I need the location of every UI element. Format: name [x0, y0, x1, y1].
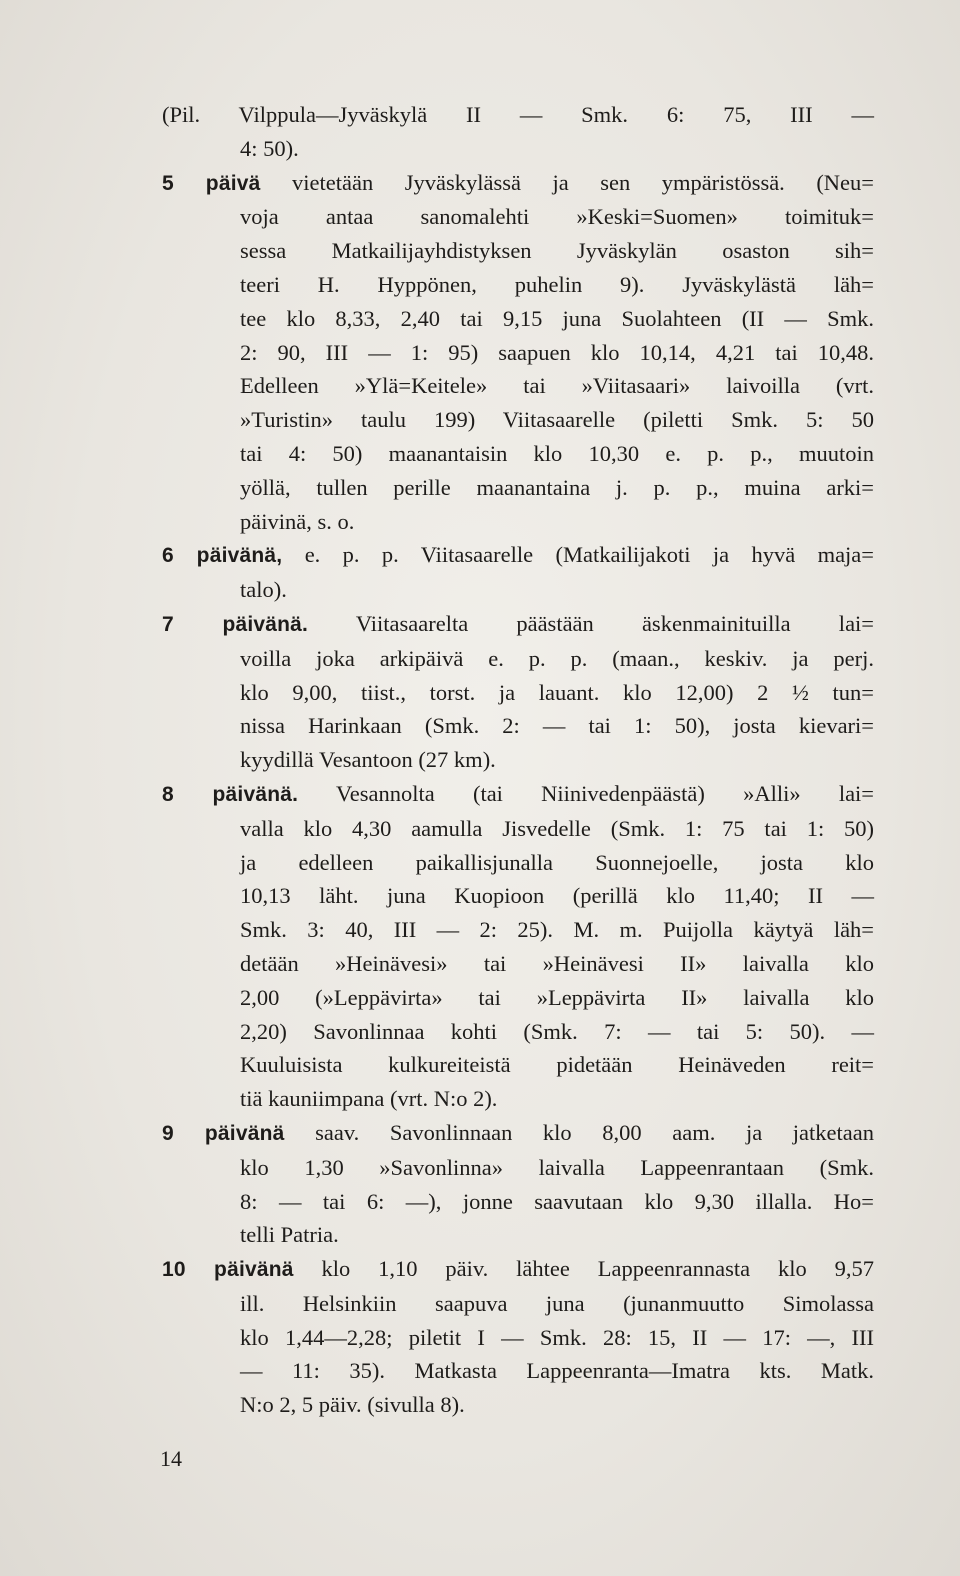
text-line: kyydillä Vesantoon (27 km). [240, 747, 496, 773]
text-line: 4: 50). [240, 135, 299, 161]
day-10-paragraph [162, 1252, 874, 1422]
day-heading: 6 päivänä, [162, 544, 283, 568]
text-line: teeri H. Hyppönen, puhelin 9). Jyväskylästä läh= [240, 271, 874, 297]
text-line: Smk. 3: 40, III — 2: 25). M. m. Puijolla käytyä läh= [240, 917, 874, 943]
text-line: klo 1,44—2,28; piletit I — Smk. 28: 15, II — 17: —, III [240, 1324, 874, 1350]
day-heading: 8 päivänä. [162, 782, 299, 806]
day-5-paragraph [162, 166, 874, 539]
day-heading: 5 päivä [162, 171, 261, 195]
text-line: klo 9,00, tiist., torst. ja lauant. klo 12,00) 2 ½ tun= [240, 679, 874, 705]
text-line: saav. Savonlinnaan klo 8,00 aam. ja jatketaan [284, 1119, 874, 1145]
text-line: 10,13 läht. juna Kuopioon (perillä klo 11,40; II — [240, 883, 874, 909]
text-line: detään »Heinävesi» tai »Heinävesi II» laivalla klo [240, 950, 874, 976]
text-line: klo 1,10 päiv. lähtee Lappeenrannasta klo 9,57 [293, 1256, 875, 1282]
text-line: telli Patria. [240, 1222, 339, 1248]
day-6-paragraph [162, 538, 874, 607]
text-line: 2,00 (»Leppävirta» tai »Leppävirta II» laivalla klo [240, 984, 874, 1010]
text-line: sessa Matkailijayhdistyksen Jyväskylän osaston sih= [240, 238, 874, 264]
text-line: Vesannolta (tai Niinivedenpäästä) »Alli» lai= [298, 780, 874, 806]
text-line: päivinä, s. o. [240, 508, 355, 534]
text-line: klo 1,30 »Savonlinna» laivalla Lappeenrantaan (Smk. [240, 1154, 874, 1180]
text-line: yöllä, tullen perille maanantaina j. p. p., muina arki= [240, 474, 874, 500]
text-line: vietetään Jyväskylässä ja sen ympäristössä. (Neu= [260, 169, 874, 195]
text-line: tiä kauniimpana (vrt. N:o 2). [240, 1086, 498, 1112]
intro-paragraph [162, 98, 874, 166]
page-number: 14 [160, 1446, 182, 1471]
day-7-paragraph [162, 607, 874, 777]
day-8-paragraph [162, 777, 874, 1116]
text-line: Edelleen »Ylä=Keitele» tai »Viitasaari» laivoilla (vrt. [240, 373, 874, 399]
itinerary-text [162, 98, 874, 1422]
text-line: voilla joka arkipäivä e. p. p. (maan., keskiv. ja perj. [240, 645, 874, 671]
text-line: tai 4: 50) maanantaisin klo 10,30 e. p. p., muutoin [240, 440, 874, 466]
day-heading: 9 päivänä [162, 1121, 285, 1145]
text-line: voja antaa sanomalehti »Keski=Suomen» toimituk= [240, 204, 874, 230]
text-line: 2,20) Savonlinnaa kohti (Smk. 7: — tai 5: 50). — [240, 1018, 874, 1044]
text-line: »Turistin» taulu 199) Viitasaarelle (piletti Smk. 5: 50 [240, 407, 874, 433]
text-line: nissa Harinkaan (Smk. 2: — tai 1: 50), josta kievari= [240, 713, 874, 739]
text-line: talo). [240, 577, 287, 603]
text-line: 8: — tai 6: —), jonne saavutaan klo 9,30 illalla. Ho= [240, 1188, 874, 1214]
text-line: Kuuluisista kulkureiteistä pidetään Heinäveden reit= [240, 1052, 874, 1078]
text-line: tee klo 8,33, 2,40 tai 9,15 juna Suolahteen (II — Smk. [240, 305, 874, 331]
text-line: 2: 90, III — 1: 95) saapuen klo 10,14, 4,21 tai 10,48. [240, 339, 874, 365]
text-line: e. p. p. Viitasaarelle (Matkailijakoti ja hyvä maja= [282, 542, 874, 568]
day-heading: 10 päivänä [162, 1258, 294, 1282]
text-line: N:o 2, 5 päiv. (sivulla 8). [240, 1392, 465, 1418]
text-line: — 11: 35). Matkasta Lappeenranta—Imatra kts. Matk. [240, 1358, 874, 1384]
text-line: Viitasaarelta päästään äskenmainituilla lai= [308, 610, 874, 636]
text-line: ill. Helsinkiin saapuva juna (junanmuutto Simolassa [240, 1290, 874, 1316]
text-line: valla klo 4,30 aamulla Jisvedelle (Smk. 1: 75 tai 1: 50) [240, 815, 874, 841]
day-heading: 7 päivänä. [162, 612, 309, 636]
day-9-paragraph [162, 1116, 874, 1252]
text-line: ja edelleen paikallisjunalla Suonnejoelle, josta klo [240, 849, 874, 875]
text-line: (Pil. Vilppula—Jyväskylä II — Smk. 6: 75, III — [162, 102, 874, 127]
